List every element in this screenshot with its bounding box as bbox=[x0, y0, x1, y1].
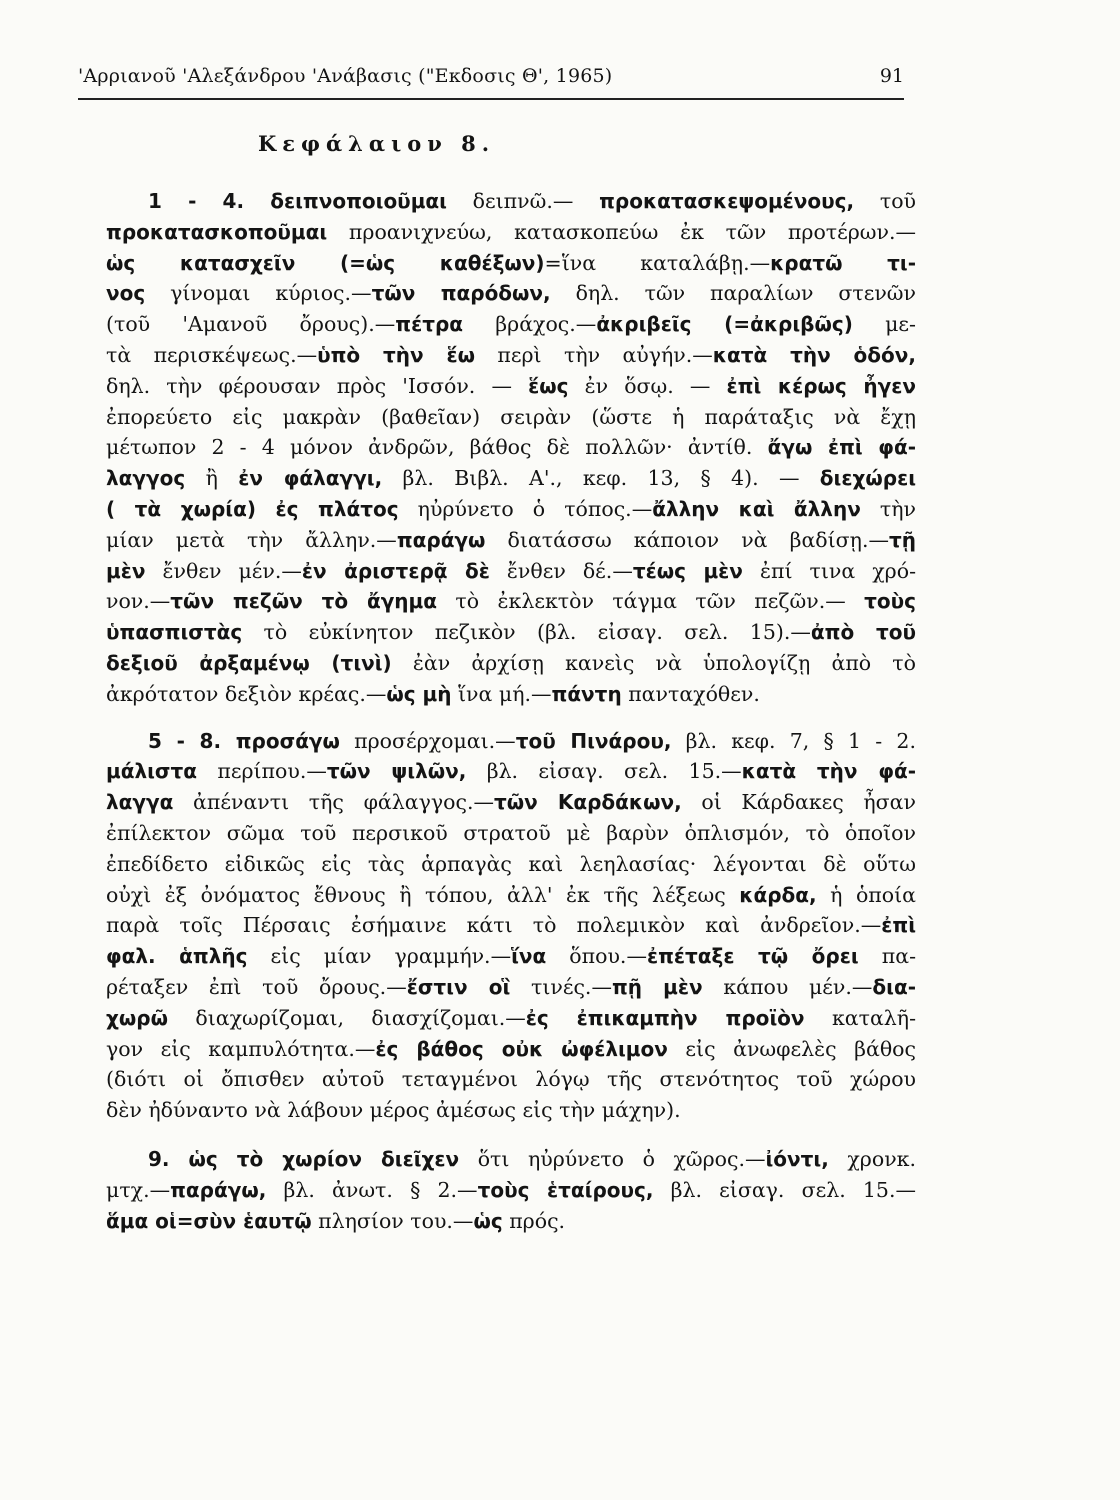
lemma: ἀκριβεῖς (=ἀκριβῶς) bbox=[596, 312, 853, 337]
lemma: μάλιστα bbox=[106, 759, 197, 784]
lemma: ὡς bbox=[473, 1208, 503, 1233]
lemma: διεχώρει bbox=[819, 466, 916, 491]
gloss-text: γίνομαι κύριος.— bbox=[145, 281, 372, 306]
gloss-text: δηλ. τὴν φέρουσαν πρὸς 'Ισσόν. — bbox=[106, 373, 529, 398]
text-line bbox=[106, 248, 916, 279]
gloss-text: ἐπορεύετο εἰς μακρὰν (βαθεῖαν) σειρὰν (ὥστε ἡ παράταξις νὰ ἔχῃ bbox=[106, 404, 916, 429]
lemma: χωρῶ bbox=[106, 1005, 168, 1030]
gloss-text: οἱ Κάρδακες ἦσαν bbox=[681, 790, 916, 815]
lemma: λαγγα bbox=[106, 790, 174, 815]
lemma: τοὺς ἑταίρους, bbox=[477, 1177, 654, 1202]
gloss-text: οὐχὶ ἐξ ὀνόματος ἔθνους ἢ τόπου, ἀλλ' ἐκ τῆς λέξεως bbox=[106, 882, 740, 907]
text-line bbox=[106, 818, 916, 849]
gloss-text: βλ. κεφ. 7, § 1 - 2. bbox=[671, 728, 916, 753]
lemma: κατὰ τὴν ὁδόν, bbox=[712, 342, 916, 367]
lemma: τοῦ Πινάρου, bbox=[515, 728, 672, 753]
lemma: ( τὰ χωρία) ἐς πλάτος bbox=[106, 496, 399, 521]
lemma: ἄγω ἐπὶ φά- bbox=[767, 435, 916, 460]
gloss-text: δὲν ἠδύναντο νὰ λάβουν μέρος ἀμέσως εἰς τὴν μάχην). bbox=[106, 1098, 681, 1123]
lemma: πάντη bbox=[551, 681, 622, 706]
gloss-text: δειπνῶ.— bbox=[446, 189, 600, 213]
lemma: ἔστιν οἳ bbox=[406, 974, 511, 999]
gloss-text: βράχος.— bbox=[463, 312, 597, 337]
gloss-text: ἐὰν ἀρχίσῃ κανεὶς νὰ ὑπολογίζῃ ἀπὸ τὸ bbox=[391, 650, 916, 675]
text-line bbox=[106, 278, 916, 309]
text-line bbox=[106, 1144, 916, 1175]
text-line bbox=[106, 494, 916, 525]
lemma: κάρδα, bbox=[739, 882, 817, 907]
lemma: τῶν πεζῶν τὸ ἄγημα bbox=[170, 589, 438, 614]
lemma: 1 - 4. δειπνοποιοῦμαι bbox=[148, 189, 447, 213]
commentary-body bbox=[106, 186, 916, 1236]
text-line bbox=[106, 648, 916, 679]
gloss-text: με- bbox=[852, 312, 916, 337]
lemma: τῶν ψιλῶν, bbox=[326, 759, 467, 784]
running-header bbox=[78, 62, 904, 100]
gloss-text: ἡ ὁποία bbox=[816, 882, 917, 907]
gloss-text: ἀκρότατον δεξιὸν κρέας.— bbox=[106, 681, 387, 706]
text-line bbox=[106, 679, 916, 710]
commentary-paragraph bbox=[106, 186, 916, 710]
text-line bbox=[106, 1206, 916, 1237]
lemma: ἐς ἐπικαμπὴν προϊὸν bbox=[525, 1005, 805, 1030]
lemma: 5 - 8. προσάγω bbox=[148, 728, 340, 753]
lemma: τῇ bbox=[888, 527, 916, 552]
lemma: δεξιοῦ ἀρξαμένῳ (τινὶ) bbox=[106, 650, 392, 675]
gloss-text: ὅτι ηὐρύνετο ὁ χῶρος.— bbox=[459, 1146, 766, 1171]
gloss-text: μίαν μετὰ τὴν ἄλλην.— bbox=[106, 527, 397, 552]
gloss-text: πανταχόθεν. bbox=[621, 681, 760, 706]
text-line bbox=[106, 941, 916, 972]
text-line bbox=[106, 849, 916, 880]
gloss-text: διατάσσω κάποιον νὰ βαδίσῃ.— bbox=[485, 527, 889, 552]
gloss-text: πρός. bbox=[502, 1208, 566, 1233]
gloss-text: ηὐρύνετο ὁ τόπος.— bbox=[398, 496, 653, 521]
commentary-paragraph bbox=[106, 726, 916, 1126]
lemma: τῶν Καρδάκων, bbox=[493, 790, 682, 815]
lemma: ὡς μὴ bbox=[386, 681, 452, 706]
running-header-title: 'Αρριανοῦ 'Αλεξάνδρου 'Ανάβασις ("Εκδοσις Θ', 1965) bbox=[78, 65, 613, 87]
lemma: κρατῶ τι- bbox=[770, 250, 916, 275]
lemma: ἐν ἀριστερᾷ δὲ bbox=[301, 558, 490, 583]
gloss-text: πα- bbox=[858, 944, 916, 969]
gloss-text: (διότι οἱ ὄπισθεν αὐτοῦ τεταγμένοι λόγῳ τῆς στενότητος τοῦ χώρου bbox=[106, 1067, 916, 1092]
lemma: ἕως bbox=[528, 373, 569, 398]
lemma: ὑπὸ τὴν ἕω bbox=[317, 342, 475, 367]
gloss-text: τὰ περισκέψεως.— bbox=[106, 342, 318, 367]
gloss-text: προανιχνεύω, κατασκοπεύω ἐκ τῶν προτέρων.— bbox=[327, 219, 916, 244]
text-line bbox=[106, 972, 916, 1003]
gloss-text: ἔνθεν δέ.— bbox=[489, 558, 633, 583]
lemma: φαλ. ἁπλῆς bbox=[106, 944, 248, 969]
gloss-text: περίπου.— bbox=[197, 759, 327, 784]
lemma: ὑπασπιστὰς bbox=[106, 620, 243, 645]
text-line bbox=[106, 371, 916, 402]
text-line bbox=[106, 880, 916, 911]
text-line bbox=[106, 787, 916, 818]
gloss-text: βλ. ἀνωτ. § 2.— bbox=[266, 1177, 478, 1202]
lemma: πῇ μὲν bbox=[611, 974, 703, 999]
lemma: προκατασκεψομένους, bbox=[599, 189, 855, 213]
gloss-text: ἀπέναντι τῆς φάλαγγος.— bbox=[173, 790, 494, 815]
gloss-text: τινές.— bbox=[510, 974, 612, 999]
text-line bbox=[106, 586, 916, 617]
text-line bbox=[106, 402, 916, 433]
gloss-text: ἐπεδίδετο εἰδικῶς εἰς τὰς ἁρπαγὰς καὶ λεηλασίας· λέγονται δὲ οὕτω bbox=[106, 851, 916, 876]
lemma: ἐν φάλαγγι, bbox=[238, 466, 383, 491]
gloss-text: τοῦ bbox=[854, 189, 916, 213]
gloss-text: τὸ ἐκλεκτὸν τάγμα τῶν πεζῶν.— bbox=[437, 589, 865, 614]
chapter-title: Κεφάλαιον 8. bbox=[258, 131, 496, 156]
gloss-text: προσέρχομαι.— bbox=[339, 728, 516, 753]
gloss-text: πλησίον του.— bbox=[311, 1208, 474, 1233]
gloss-text: =ἵνα καταλάβῃ.— bbox=[544, 250, 771, 275]
lemma: παράγω bbox=[396, 527, 486, 552]
commentary-paragraph bbox=[106, 1144, 916, 1236]
gloss-text: (τοῦ 'Αμανοῦ ὄρους).— bbox=[106, 312, 396, 337]
text-line bbox=[106, 432, 916, 463]
lemma: προκατασκοποῦμαι bbox=[106, 219, 328, 244]
lemma: ἵνα bbox=[511, 944, 547, 969]
gloss-text: ἢ bbox=[185, 466, 239, 491]
gloss-text: ὅπου.— bbox=[546, 944, 647, 969]
gloss-text: νον.— bbox=[106, 589, 171, 614]
lemma: δια- bbox=[872, 974, 916, 999]
text-line bbox=[106, 463, 916, 494]
gloss-text: γον εἰς καμπυλότητα.— bbox=[106, 1036, 376, 1061]
gloss-text: τὴν bbox=[860, 496, 916, 521]
gloss-text: δηλ. τῶν παραλίων στενῶν bbox=[550, 281, 916, 306]
lemma: ἐπὶ κέρως ἦγεν bbox=[726, 373, 916, 398]
lemma: ὡς κατασχεῖν (=ὡς καθέξων) bbox=[106, 250, 545, 275]
lemma: πέτρα bbox=[395, 312, 464, 337]
text-line bbox=[106, 726, 916, 757]
text-line bbox=[106, 556, 916, 587]
gloss-text: βλ. εἰσαγ. σελ. 15.— bbox=[466, 759, 742, 784]
gloss-text: παρὰ τοῖς Πέρσαις ἐσήμαινε κάτι τὸ πολεμικὸν καὶ ἀνδρεῖον.— bbox=[106, 913, 882, 938]
text-line bbox=[106, 1034, 916, 1065]
lemma: ἅμα οἱ=σὺν ἑαυτῷ bbox=[106, 1208, 312, 1233]
text-line bbox=[106, 309, 916, 340]
lemma: ἐπέταξε τῷ ὄρει bbox=[646, 944, 859, 969]
lemma: τῶν παρόδων, bbox=[371, 281, 551, 306]
lemma: παράγω, bbox=[170, 1177, 267, 1202]
text-line bbox=[106, 756, 916, 787]
gloss-text: εἰς ἀνωφελὲς βάθος bbox=[667, 1036, 916, 1061]
lemma: ἀπὸ τοῦ bbox=[810, 620, 916, 645]
lemma: ἄλλην καὶ ἄλλην bbox=[652, 496, 861, 521]
lemma: τοὺς bbox=[864, 589, 917, 614]
gloss-text: διαχωρίζομαι, διασχίζομαι.— bbox=[167, 1005, 526, 1030]
lemma: ἐπὶ bbox=[881, 913, 916, 938]
gloss-text: ἐπίλεκτον σῶμα τοῦ περσικοῦ στρατοῦ μὲ βαρὺν ὁπλισμόν, τὸ ὁποῖον bbox=[106, 820, 916, 845]
gloss-text: βλ. Βιβλ. Α'., κεφ. 13, § 4). — bbox=[382, 466, 820, 491]
lemma: τέως μὲν bbox=[632, 558, 743, 583]
text-line bbox=[106, 1095, 916, 1126]
text-line bbox=[106, 217, 916, 248]
lemma: μὲν bbox=[106, 558, 146, 583]
gloss-text: κάπου μέν.— bbox=[702, 974, 873, 999]
lemma: ἰόντι, bbox=[765, 1146, 829, 1171]
gloss-text: τὸ εὐκίνητον πεζικὸν (βλ. εἰσαγ. σελ. 15).— bbox=[242, 620, 811, 645]
gloss-text: καταλῆ- bbox=[804, 1005, 916, 1030]
text-line bbox=[106, 340, 916, 371]
gloss-text: ρέταξεν ἐπὶ τοῦ ὄρους.— bbox=[106, 974, 407, 999]
lemma: 9. ὡς τὸ χωρίον διεῖχεν bbox=[148, 1146, 460, 1171]
text-line bbox=[106, 910, 916, 941]
lemma: κατὰ τὴν φά- bbox=[741, 759, 917, 784]
gloss-text: χρονκ. bbox=[828, 1146, 916, 1171]
gloss-text: ἐπί τινα χρό- bbox=[742, 558, 917, 583]
gloss-text: ἵνα μή.— bbox=[451, 681, 552, 706]
gloss-text: περὶ τὴν αὐγήν.— bbox=[475, 342, 713, 367]
gloss-text: μέτωπον 2 - 4 μόνον ἀνδρῶν, βάθος δὲ πολλῶν· ἀντίθ. bbox=[106, 435, 768, 460]
text-line bbox=[106, 1175, 916, 1206]
text-line bbox=[106, 1003, 916, 1034]
lemma: ἐς βάθος οὐκ ὠφέλιμον bbox=[375, 1036, 668, 1061]
lemma: νος bbox=[106, 281, 146, 306]
page-number: 91 bbox=[879, 65, 904, 87]
gloss-text: εἰς μίαν γραμμήν.— bbox=[247, 944, 512, 969]
text-line bbox=[106, 617, 916, 648]
text-line bbox=[106, 1064, 916, 1095]
gloss-text: ἔνθεν μέν.— bbox=[145, 558, 302, 583]
gloss-text: ἐν ὅσῳ. — bbox=[568, 373, 727, 398]
gloss-text: μτχ.— bbox=[106, 1177, 171, 1202]
text-line bbox=[106, 525, 916, 556]
gloss-text: βλ. εἰσαγ. σελ. 15.— bbox=[653, 1177, 916, 1202]
text-line bbox=[106, 186, 916, 217]
lemma: λαγγος bbox=[106, 466, 186, 491]
